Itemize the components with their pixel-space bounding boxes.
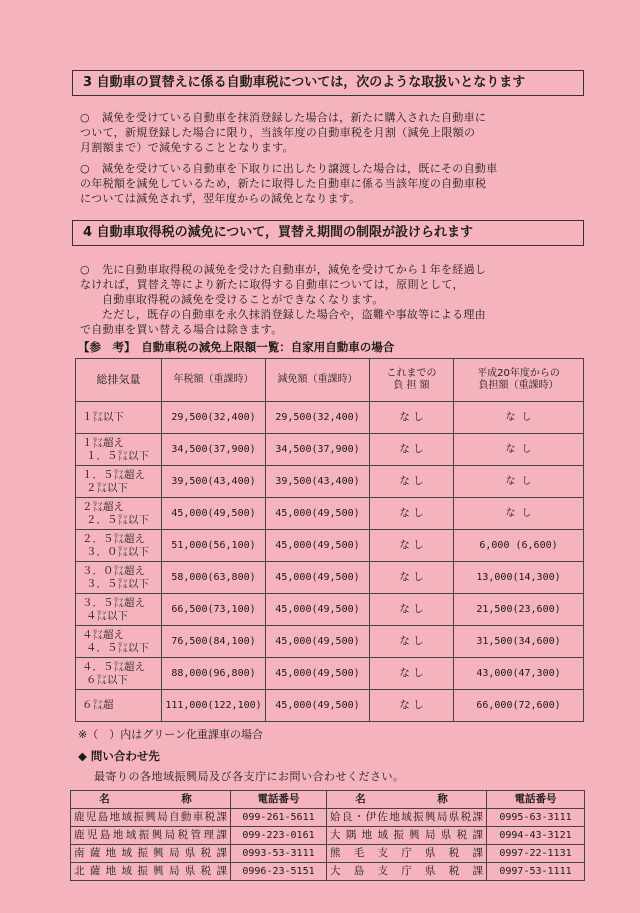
- annual-cell: 29,500(32,400): [162, 402, 266, 434]
- contact-row: [71, 863, 585, 881]
- table-row: [76, 530, 584, 562]
- exemption-cell: 34,500(37,900): [266, 434, 370, 466]
- contact-col-name-1: 名 称: [71, 791, 231, 809]
- table-row: [76, 466, 584, 498]
- contact-row: [71, 845, 585, 863]
- table-row: [76, 658, 584, 690]
- green-tax-note: ※（ ）内はグリーン化重課車の場合: [78, 728, 263, 741]
- previous-cell: な し: [370, 402, 454, 434]
- new-burden-cell: な し: [454, 498, 584, 530]
- section4-heading: 4 自動車取得税の減免について，買替え期間の制限が設けられます: [72, 220, 584, 246]
- new-burden-cell: 6,000 (6,600): [454, 530, 584, 562]
- table-row: [76, 434, 584, 466]
- displacement-cell: １．５㍑超え ２㍑以下: [76, 466, 162, 498]
- annual-cell: 66,500(73,100): [162, 594, 266, 626]
- new-burden-cell: 13,000(14,300): [454, 562, 584, 594]
- table-row: [76, 402, 584, 434]
- displacement-cell: ６㍑超: [76, 690, 162, 722]
- office-tel: 0995-63-3111: [487, 809, 585, 827]
- exemption-cell: 45,000(49,500): [266, 530, 370, 562]
- previous-cell: な し: [370, 466, 454, 498]
- displacement-cell: １㍑超え １．５㍑以下: [76, 434, 162, 466]
- office-name: 南薩地域振興局県税課: [71, 845, 231, 863]
- reference-title: 【参 考】 自動車税の減免上限額一覧：自家用自動車の場合: [78, 340, 395, 354]
- exemption-cell: 45,000(49,500): [266, 626, 370, 658]
- table-row: [76, 594, 584, 626]
- office-name: 姶良・伊佐地域振興局県税課: [327, 809, 487, 827]
- col-from-h20: 平成20年度からの 負担額（重課時）: [454, 359, 584, 402]
- annual-cell: 34,500(37,900): [162, 434, 266, 466]
- previous-cell: な し: [370, 434, 454, 466]
- table-row: [76, 498, 584, 530]
- office-tel: 0997-53-1111: [487, 863, 585, 881]
- exemption-cell: 45,000(49,500): [266, 594, 370, 626]
- new-burden-cell: 43,000(47,300): [454, 658, 584, 690]
- office-name: 熊毛支庁県税課: [327, 845, 487, 863]
- contact-col-tel-2: 電話番号: [487, 791, 585, 809]
- office-name: 鹿児島地域振興局自動車税課: [71, 809, 231, 827]
- office-name: 大島支庁県税課: [327, 863, 487, 881]
- displacement-cell: １㍑以下: [76, 402, 162, 434]
- displacement-cell: ２．５㍑超え ３．０㍑以下: [76, 530, 162, 562]
- displacement-cell: ４．５㍑超え ６㍑以下: [76, 658, 162, 690]
- contact-row: [71, 827, 585, 845]
- office-name: 北薩地域振興局県税課: [71, 863, 231, 881]
- office-name: 大隅地域振興局県税課: [327, 827, 487, 845]
- previous-cell: な し: [370, 594, 454, 626]
- office-tel: 0997-22-1131: [487, 845, 585, 863]
- displacement-cell: ４㍑超え ４．５㍑以下: [76, 626, 162, 658]
- exemption-cell: 29,500(32,400): [266, 402, 370, 434]
- annual-cell: 111,000(122,100): [162, 690, 266, 722]
- exemption-cell: 45,000(49,500): [266, 658, 370, 690]
- previous-cell: な し: [370, 498, 454, 530]
- exemption-cell: 45,000(49,500): [266, 498, 370, 530]
- office-tel: 099-261-5611: [231, 809, 327, 827]
- previous-cell: な し: [370, 690, 454, 722]
- annual-cell: 51,000(56,100): [162, 530, 266, 562]
- col-previous: これまでの 負 担 額: [370, 359, 454, 402]
- col-displacement: 総排気量: [76, 359, 162, 402]
- annual-cell: 39,500(43,400): [162, 466, 266, 498]
- new-burden-cell: 21,500(23,600): [454, 594, 584, 626]
- exemption-cell: 39,500(43,400): [266, 466, 370, 498]
- section3-heading: 3 自動車の買替えに係る自動車税については，次のような取扱いとなります: [72, 70, 584, 96]
- displacement-cell: ２㍑超え ２．５㍑以下: [76, 498, 162, 530]
- office-name: 鹿児島地域振興局税管理課: [71, 827, 231, 845]
- new-burden-cell: な し: [454, 402, 584, 434]
- displacement-cell: ３．５㍑超え ４㍑以下: [76, 594, 162, 626]
- previous-cell: な し: [370, 530, 454, 562]
- contact-description: 最寄りの各地域振興局及び各支庁にお問い合わせください。: [94, 770, 405, 783]
- office-tel: 0996-23-5151: [231, 863, 327, 881]
- annual-cell: 76,500(84,100): [162, 626, 266, 658]
- new-burden-cell: な し: [454, 434, 584, 466]
- contact-col-tel-1: 電話番号: [231, 791, 327, 809]
- office-tel: 099-223-0161: [231, 827, 327, 845]
- new-burden-cell: 66,000(72,600): [454, 690, 584, 722]
- section3-item-1: ○ 減免を受けている自動車を抹消登録した場合は，新たに購入された自動車に ついて，新規登録した場合に限り，当該年度の自動車税を月割（減免上限額の 月割額まで）で減免することとなります。: [80, 111, 487, 154]
- previous-cell: な し: [370, 658, 454, 690]
- annual-cell: 88,000(96,800): [162, 658, 266, 690]
- col-annual: 年税額（重課時）: [162, 359, 266, 402]
- exemption-cell: 45,000(49,500): [266, 690, 370, 722]
- previous-cell: な し: [370, 562, 454, 594]
- contact-row: [71, 809, 585, 827]
- displacement-cell: ３．０㍑超え ３．５㍑以下: [76, 562, 162, 594]
- col-exemption: 減免額（重課時）: [266, 359, 370, 402]
- section3-item-2: ○ 減免を受けている自動車を下取りに出したり譲渡した場合は，既にその自動車 の年税額を減免しているため，新たに取得した自動車に係る当該年度の自動車税 については減免されず，翌年度からの減免となります。: [80, 162, 498, 205]
- contact-table: [70, 790, 585, 881]
- contact-title: ◆ 問い合わせ先: [78, 749, 160, 763]
- table-row: [76, 626, 584, 658]
- annual-cell: 45,000(49,500): [162, 498, 266, 530]
- office-tel: 0994-43-3121: [487, 827, 585, 845]
- tax-exemption-table: [75, 358, 584, 722]
- table-row: [76, 562, 584, 594]
- table-row: [76, 690, 584, 722]
- contact-col-name-2: 名 称: [327, 791, 487, 809]
- new-burden-cell: 31,500(34,600): [454, 626, 584, 658]
- previous-cell: な し: [370, 626, 454, 658]
- new-burden-cell: な し: [454, 466, 584, 498]
- section4-item-1: ○ 先に自動車取得税の減免を受けた自動車が，減免を受けてから１年を経過し なければ，買替え等により新たに取得する自動車については，原則として， 自動車取得税の減免を受けることができなくなります。 ただし，既存の自動車を永久抹消登録した場合や，盗難や事故等による理由 で自動車を買い替える場合は除きます。: [80, 263, 487, 336]
- exemption-cell: 45,000(49,500): [266, 562, 370, 594]
- office-tel: 0993-53-3111: [231, 845, 327, 863]
- annual-cell: 58,000(63,800): [162, 562, 266, 594]
